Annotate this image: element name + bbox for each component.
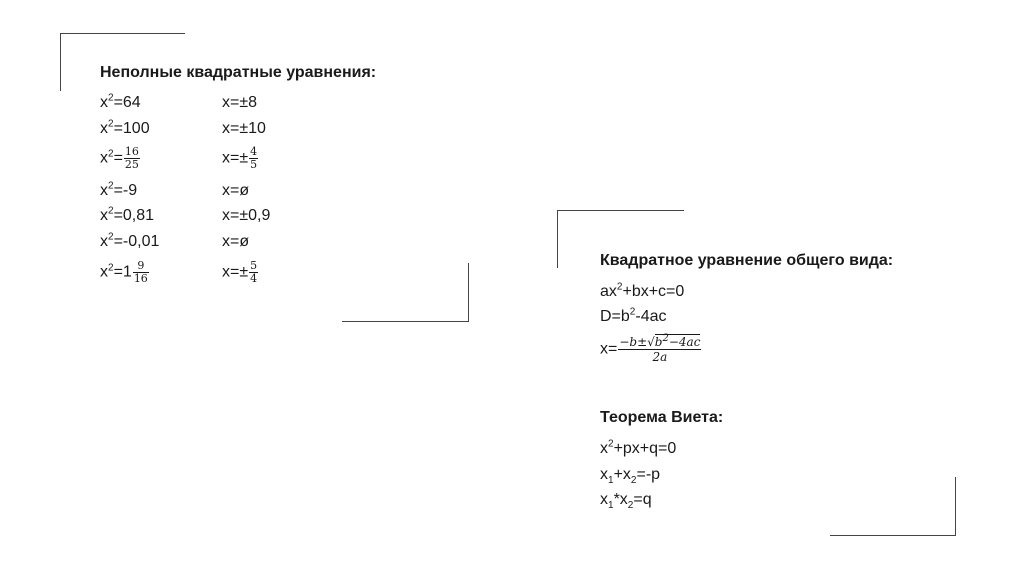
fraction-16-25: $\frac{16}{25}$ (124, 145, 139, 171)
eq-row-3-lhs: $x^2=$ $\frac{16}{25}$ (100, 145, 139, 171)
eq-row-4-lhs: $x^2=-9$ (100, 180, 138, 199)
corner-top-left-v (60, 33, 61, 91)
eq-row-3-rhs: x=± $\frac{4}{5}$ (222, 145, 258, 171)
eq-row-2-lhs: $x^2=100$ (100, 118, 150, 137)
fraction-5-4: $\frac{5}{4}$ (250, 259, 258, 285)
corner-top-left-h (60, 33, 185, 34)
roots-fraction: $\frac{-b\pm√b^2-4ac}{2a}$ (619, 333, 701, 364)
corner-top-left-v-2 (557, 210, 558, 268)
eq-row-4-rhs: x=ø (222, 182, 250, 199)
discriminant-formula: $D=b^2-4ac$ (600, 306, 667, 325)
eq-row-1-lhs: $x^2=64$ (100, 92, 141, 111)
vieta-sum: $x_1+x_2=-p$ (600, 466, 661, 487)
roots-formula: x= $\frac{-b\pm√b^2-4ac}{2a}$ (600, 333, 701, 364)
corner-bottom-right-v-2 (955, 477, 956, 535)
eq-row-6-lhs: $x^2=-0,01$ (100, 231, 160, 250)
corner-bottom-right-v-1 (468, 263, 469, 321)
eq-row-7-rhs: x=± $\frac{5}{4}$ (222, 259, 258, 285)
eq-row-2-rhs: x=±10 (222, 120, 266, 137)
eq-row-7-lhs: $x^2=1$ $\frac{9}{16}$ (100, 259, 148, 285)
eq-row-5-lhs: $x^2=0,81$ (100, 205, 155, 224)
fraction-4-5: $\frac{4}{5}$ (250, 145, 258, 171)
corner-bottom-right-h-2 (830, 535, 956, 536)
fraction-9-16: $\frac{9}{16}$ (133, 259, 148, 285)
section3-title: Теорема Виета: (600, 409, 724, 426)
vieta-equation: $x^2+px+q=0$ (600, 438, 677, 457)
general-equation: $ax^2+bx+c=0$ (600, 281, 685, 300)
corner-top-left-h-2 (557, 210, 684, 211)
eq-row-1-rhs: x=±8 (222, 94, 258, 111)
section1-title: Неполные квадратные уравнения: (100, 64, 377, 81)
section2-title: Квадратное уравнение общего вида: (600, 252, 894, 269)
eq-row-5-rhs: x=±0,9 (222, 207, 271, 224)
vieta-product: $x_1*x_2=q$ (600, 491, 652, 512)
corner-bottom-right-h-1 (342, 321, 469, 322)
eq-row-6-rhs: x=ø (222, 233, 250, 250)
